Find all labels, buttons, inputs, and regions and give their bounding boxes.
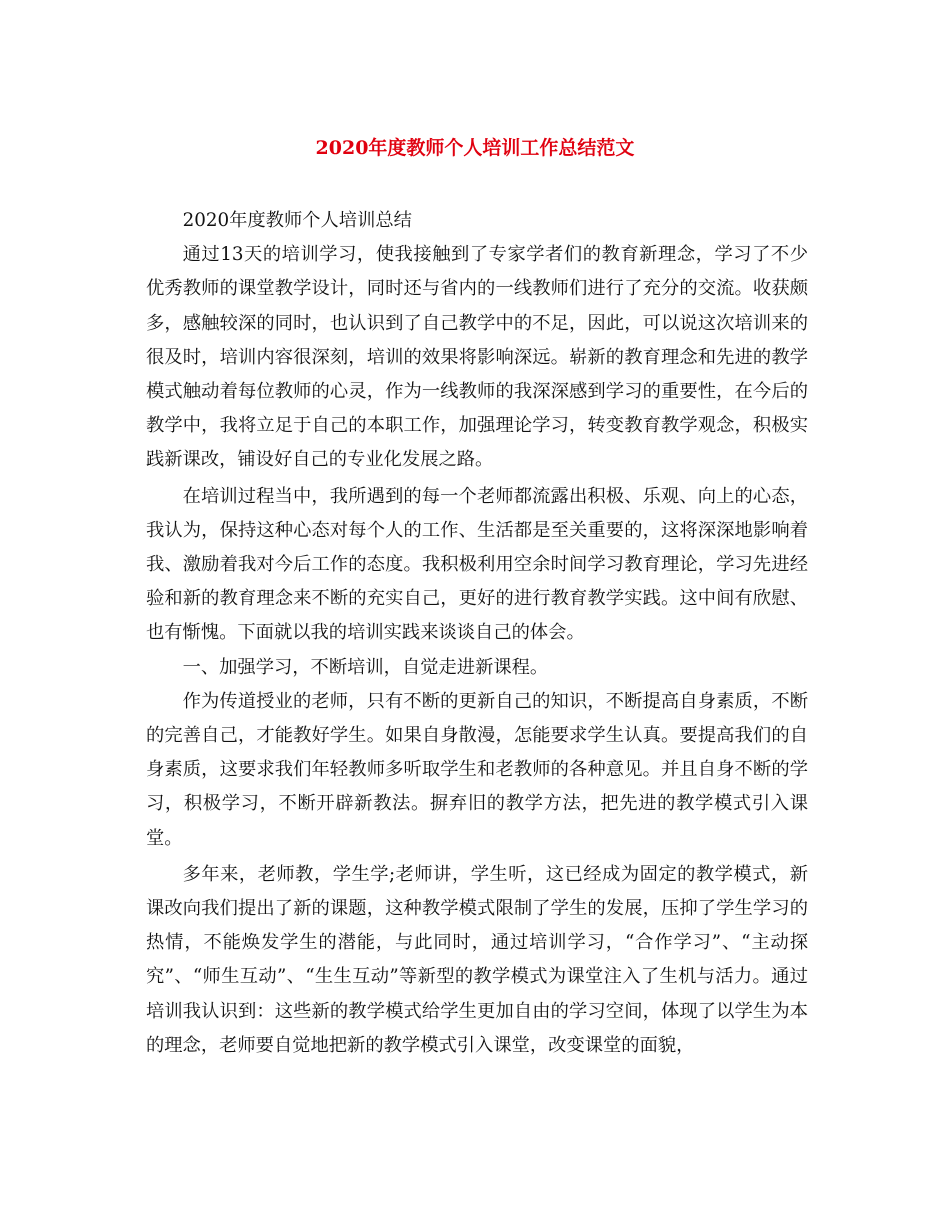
section-heading: 一、加强学习，不断培训，自觉走进新课程。 <box>182 656 549 678</box>
subtitle-paragraph: 2020年度教师个人培训总结 <box>182 210 412 231</box>
body-paragraph: 多年来，老师教，学生学;老师讲，学生听，这已经成为固定的教学模式，新课改向我们提出了新的课题，这种教学模式限制了学生的发展，压抑了学生学习的热情，不能焕发学生的潜能，与此同时，通过培训学习，“合作学习”、“主动探究”、“师生互动”、“生生互动”等新型的教学模式为课堂注入了生机与活力。通过培训我认识到：这些新的教学模式给学生更加自由的学习空间，体现了以学生为本的理念，老师要自觉地把新的教学模式引入课堂，改变课堂的面貌， <box>146 863 808 1056</box>
body-paragraph: 通过13天的培训学习，使我接触到了专家学者们的教育新理念，学习了不少优秀教师的课堂教学设计，同时还与省内的一线教师们进行了充分的交流。收获颇多，感触较深的同时，也认识到了自己教学中的不足，因此，可以说这次培训来的很及时，培训内容很深刻，培训的效果将影响深远。崭新的教育理念和先进的教学模式触动着每位教师的心灵，作为一线教师的我深深感到学习的重要性，在今后的教学中，我将立足于自己的本职工作，加强理论学习，转变教育教学观念，积极实践新课改，铺设好自己的专业化发展之路。 <box>146 244 808 471</box>
document-body <box>146 204 808 1063</box>
document-title: 2020年度教师个人培训工作总结范文 <box>315 137 635 159</box>
body-paragraph: 在培训过程当中，我所遇到的每一个老师都流露出积极、乐观、向上的心态，我认为，保持这种心态对每个人的工作、生活都是至关重要的，这将深深地影响着我、激励着我对今后工作的态度。我积极利用空余时间学习教育理论，学习先进经验和新的教育理念来不断的充实自己，更好的进行教育教学实践。这中间有欣慰、也有惭愧。下面就以我的培训实践来谈谈自己的体会。 <box>146 485 808 644</box>
body-paragraph: 作为传道授业的老师，只有不断的更新自己的知识，不断提高自身素质，不断的完善自己，才能教好学生。如果自身散漫，怎能要求学生认真。要提高我们的自身素质，这要求我们年轻教师多听取学生和老教师的各种意见。并且自身不断的学习，积极学习，不断开辟新教法。摒弃旧的教学方法，把先进的教学模式引入课堂。 <box>146 690 808 849</box>
